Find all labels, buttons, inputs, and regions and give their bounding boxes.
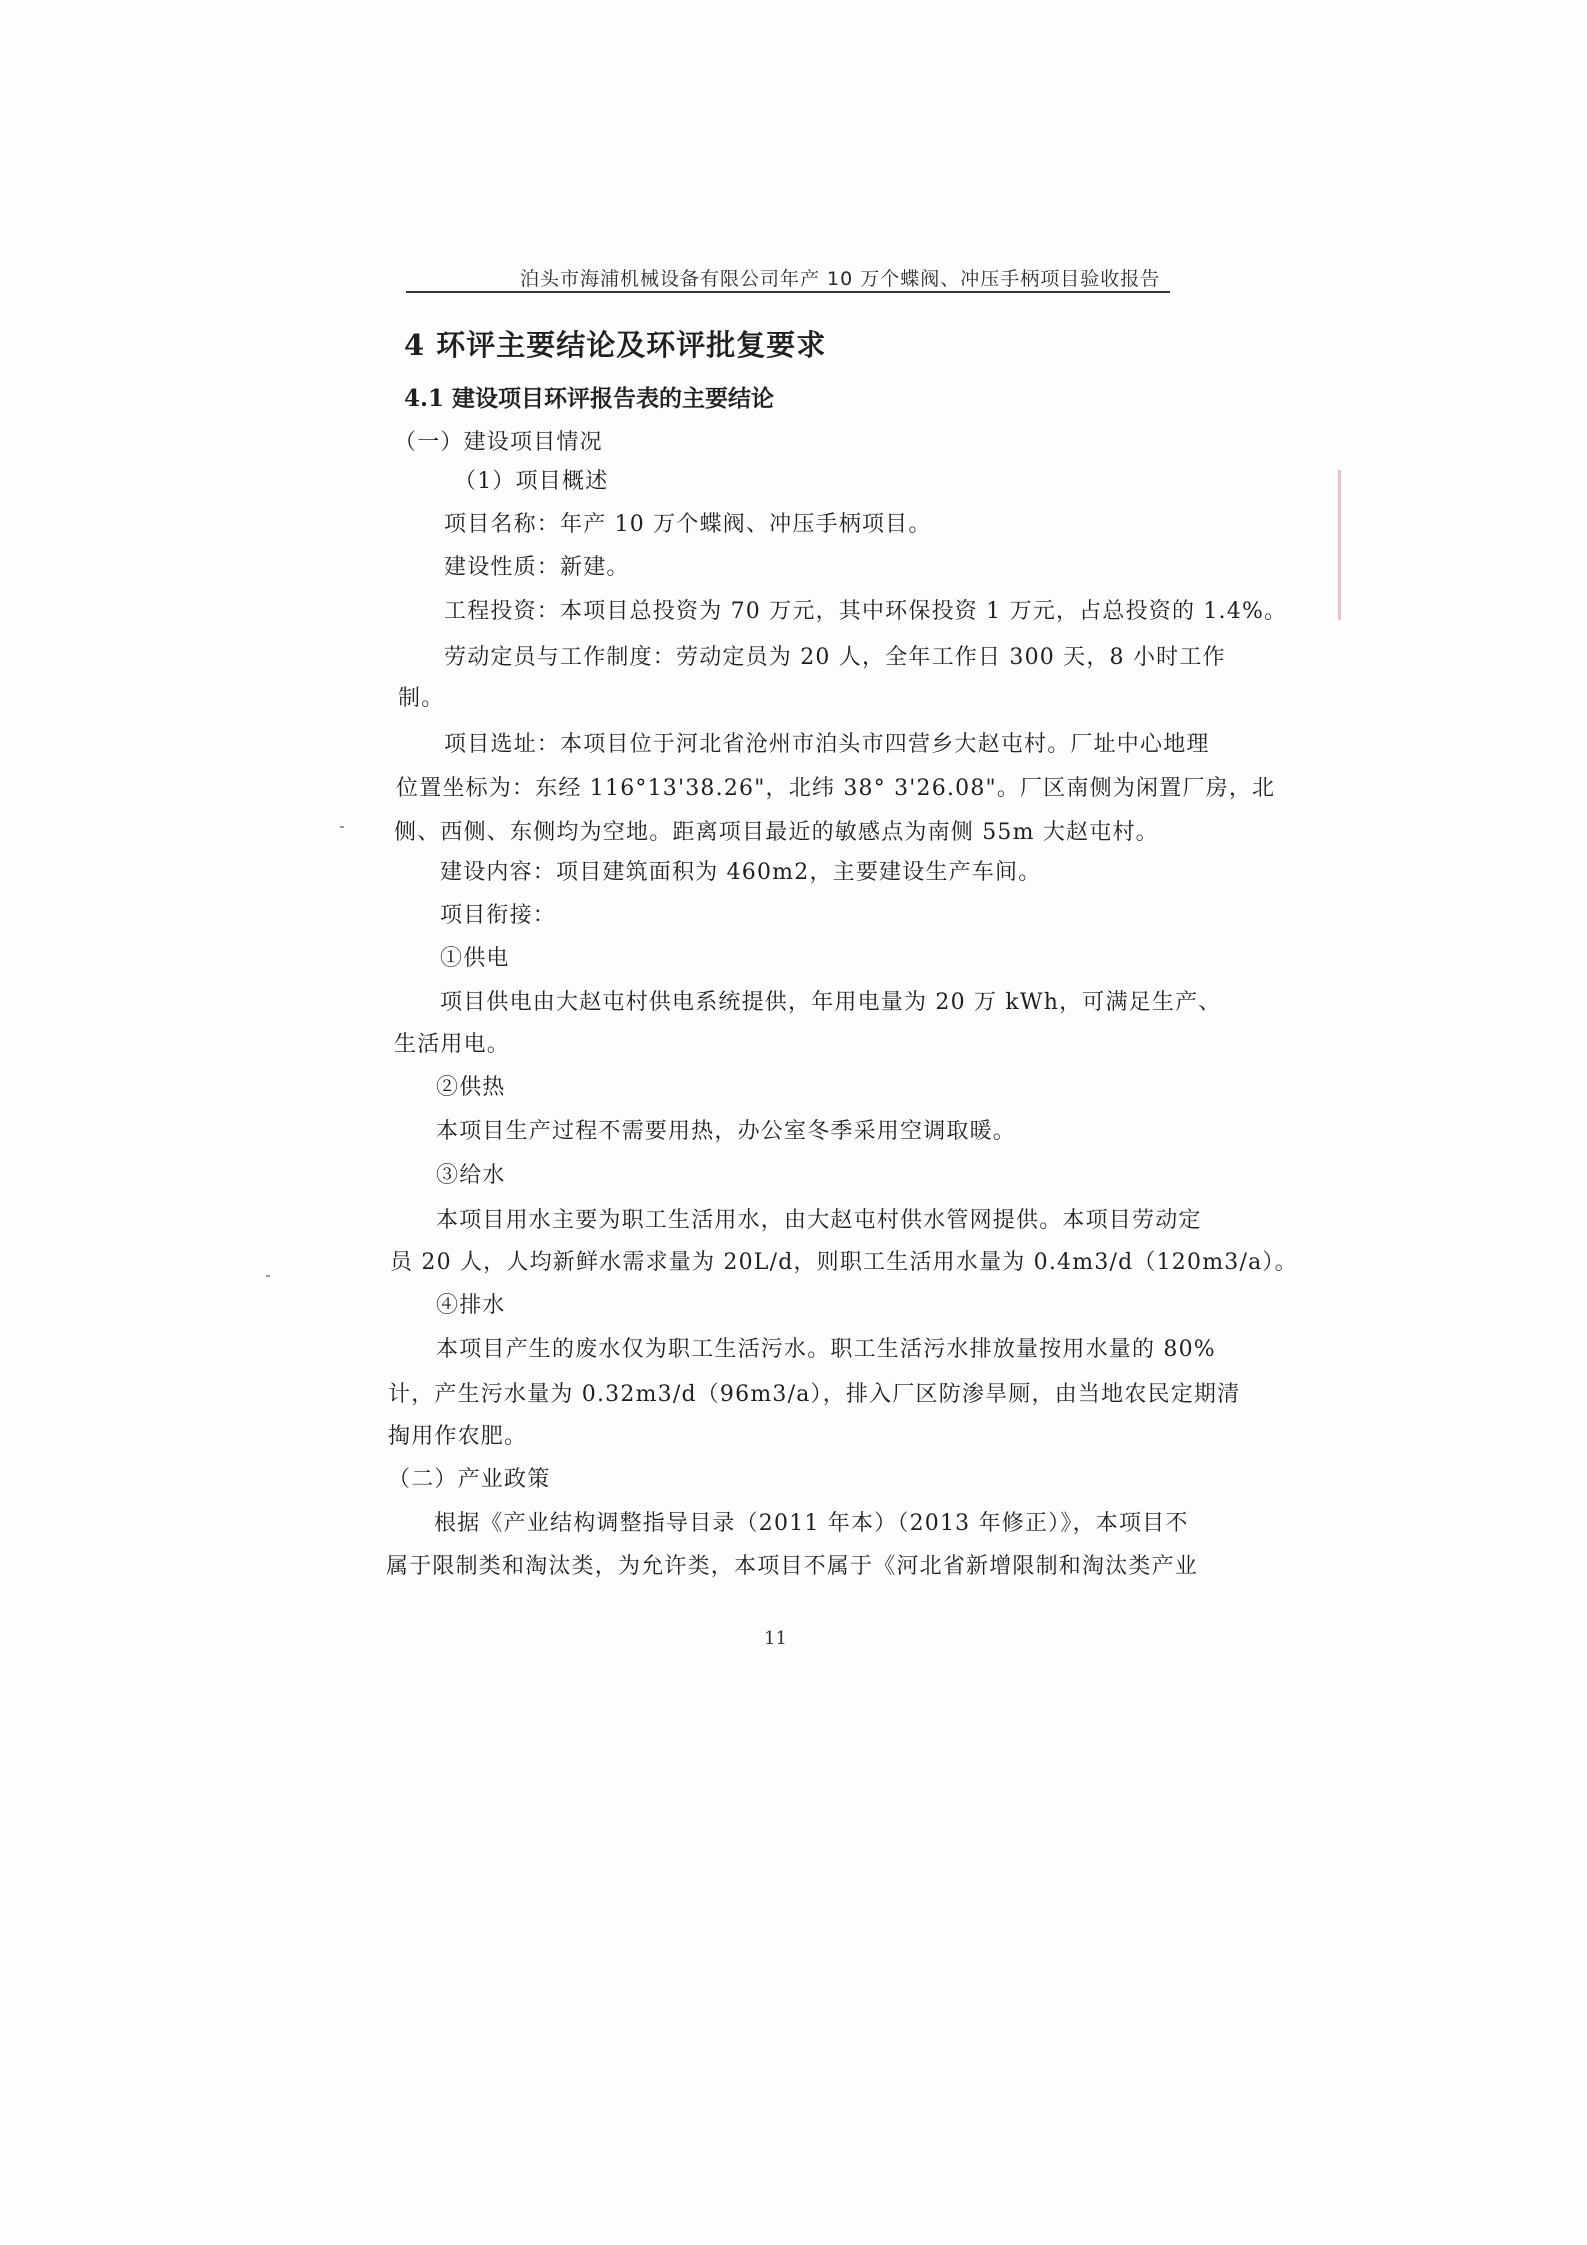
body-line: ④排水: [436, 1293, 506, 1318]
body-line: （一）建设项目情况: [394, 430, 603, 455]
body-line: 根据《产业结构调整指导目录（2011 年本）（2013 年修正）》，本项目不: [434, 1511, 1189, 1536]
body-line: 项目名称：年产 10 万个蝶阀、冲压手柄项目。: [444, 512, 932, 537]
body-line: 掏用作农肥。: [388, 1424, 528, 1449]
body-line: （二）产业政策: [388, 1467, 551, 1492]
body-line: 制。: [398, 686, 445, 711]
body-line: 本项目产生的废水仅为职工生活污水。职工生活污水排放量按用水量的 80%: [436, 1337, 1216, 1362]
body-line: 本项目生产过程不需要用热，办公室冬季采用空调取暖。: [436, 1119, 1017, 1144]
body-line: 属于限制类和淘汰类，为允许类，本项目不属于《河北省新增限制和淘汰类产业: [386, 1554, 1199, 1579]
section-heading: 4 环评主要结论及环评批复要求: [404, 328, 827, 362]
body-line: ①供电: [440, 946, 510, 971]
scan-speck: [340, 826, 344, 828]
body-line: 建设内容：项目建筑面积为 460m2，主要建设生产车间。: [440, 860, 1042, 885]
body-line: ③给水: [436, 1163, 506, 1188]
body-line: 本项目用水主要为职工生活用水，由大赵屯村供水管网提供。本项目劳动定: [436, 1208, 1202, 1233]
scan-edge-mark: [1338, 470, 1341, 620]
body-line: 建设性质：新建。: [444, 555, 630, 580]
body-line: 项目选址：本项目位于河北省沧州市泊头市四营乡大赵屯村。厂址中心地理: [444, 732, 1210, 757]
running-header: 泊头市海浦机械设备有限公司年产 10 万个蝶阀、冲压手柄项目验收报告: [520, 268, 1161, 290]
page-number: 11: [764, 1628, 787, 1649]
body-line: 员 20 人，人均新鲜水需求量为 20L/d，则职工生活用水量为 0.4m3/d（120m3/a）。: [390, 1250, 1298, 1275]
body-line: 侧、西侧、东侧均为空地。距离项目最近的敏感点为南侧 55m 大赵屯村。: [394, 820, 1159, 845]
body-line: 项目衔接：: [440, 903, 557, 928]
body-line: 位置坐标为：东经 116°13'38.26"，北纬 38° 3'26.08"。厂区南侧为闲置厂房，北: [396, 776, 1276, 801]
body-line: 工程投资：本项目总投资为 70 万元，其中环保投资 1 万元，占总投资的 1.4%。: [444, 599, 1288, 624]
body-line: 计，产生污水量为 0.32m3/d（96m3/a），排入厂区防渗旱厕，由当地农民定期清: [388, 1382, 1241, 1407]
body-line: 劳动定员与工作制度：劳动定员为 20 人，全年工作日 300 天，8 小时工作: [444, 645, 1226, 670]
body-line: （1）项目概述: [454, 469, 609, 494]
subsection-heading: 4.1 建设项目环评报告表的主要结论: [404, 385, 775, 412]
scan-speck: [266, 1275, 270, 1277]
body-line: ②供热: [436, 1075, 506, 1100]
body-line: 项目供电由大赵屯村供电系统提供，年用电量为 20 万 kWh，可满足生产、: [440, 990, 1222, 1015]
body-line: 生活用电。: [394, 1032, 511, 1057]
header-rule: [406, 291, 1170, 293]
